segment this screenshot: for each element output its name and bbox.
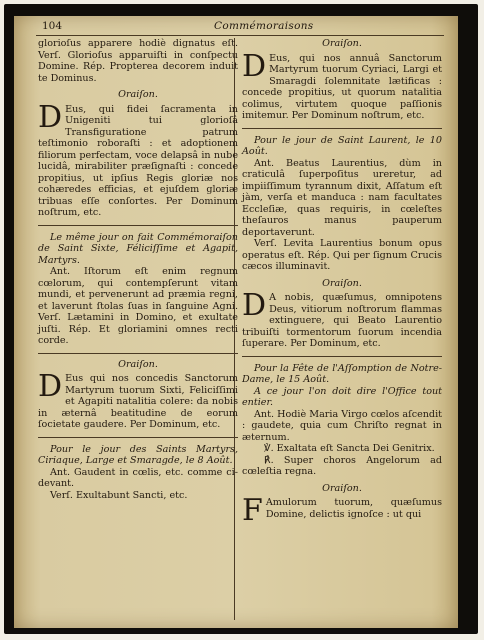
antiphon: Ant. Gaudent in cœlis, etc. comme ci-devant. — [38, 466, 238, 489]
prayer-text: Amulorum tuorum, quæſumus Domine, delictis ignoſce : ut qui — [265, 497, 442, 520]
rubric: Pour la Fête de l'Aſſomption de Notre-Dame, le 15 Août. — [242, 362, 442, 385]
right-column — [242, 38, 442, 528]
photo-frame — [4, 4, 478, 634]
book-page — [14, 16, 458, 628]
section-rule — [242, 128, 442, 129]
section-rule — [38, 353, 238, 354]
oraison-heading: Oraiſon. — [118, 89, 158, 100]
rubric-note: A ce jour l'on doit dire l'Office tout entier. — [242, 385, 442, 408]
prayer-text: Eus, qui fidei ſacramenta in Unigeniti tui glorioſâ Transfiguratione patrum teſtimonio roboraſti : et adoptionem filiorum perfectam, voce delapsâ in nube lucidâ, mirabiliter præſignaſti : concede propitius, ut ipſius Regis gloriæ nos cohæredes efficias, et ejuſdem gloriæ tribuas eſſe conſortes. Per Dominum noſtrum, etc. — [38, 103, 238, 218]
drop-cap: D — [38, 369, 63, 404]
left-column — [38, 38, 238, 501]
rubric: Pour le jour de Saint Laurent, le 10 Août. — [242, 134, 442, 157]
drop-cap: F — [242, 493, 263, 528]
page-number: 104 — [42, 20, 63, 32]
header-rule — [36, 35, 444, 36]
rubric: Le même jour on fait Commémoraiſon de Saint Sixte, Féliciſſime et Agapit, Martyrs. — [38, 231, 238, 266]
antiphon: Ant. Beatus Laurentius, dùm in craticulâ ſuperpoſitus ureretur, ad impiiſſimum tyrannum dixit, Aſſatum eſt jàm, verſa et manduca : nam facultates Eccleſiæ, quas requiris, in cœleſtes theſauros manus pauperum deportaverunt. — [242, 157, 442, 238]
prayer-paragraph — [242, 48, 442, 122]
intro-text: glorioſus apparere hodiè dignatus eſt. Verſ. Glorioſus apparuiſti in conſpectu Domine. Rép. Propterea decorem induit te Dominus. — [38, 38, 238, 84]
prayer-paragraph — [242, 288, 442, 350]
drop-cap: D — [242, 288, 267, 323]
page-title: Commémoraisons — [214, 20, 314, 32]
drop-cap: D — [38, 99, 63, 135]
prayer-text: Eus, qui nos annuâ Sanctorum Martyrum tuorum Cyriaci, Largi et Smaragdi ſolemnitate lætificas : concede propitius, ut quorum natalitia colimus, virtutem quoque paſſionis imitemur. Per Dominum noſtrum, etc. — [242, 52, 442, 121]
versicle: Verſ. Levita Laurentius bonum opus operatus eſt. Rép. Qui per ſignum Crucis cæcos illuminavit. — [242, 238, 442, 272]
section-rule — [38, 437, 238, 438]
prayer-paragraph — [38, 99, 238, 219]
antiphon: Ant. Iſtorum eſt enim regnum cœlorum, qui contempſerunt vitam mundi, et pervenerunt ad præmia regni, et laverunt ſtolas ſuas in ſanguine Agni. Verſ. Lætamini in Domino, et exultate juſti. Rép. Et gloriamini omnes recti corde. — [38, 266, 238, 346]
versicle: ℣. Exaltata eſt Sancta Dei Genitrix. — [264, 443, 435, 454]
oraison-heading: Oraiſon. — [322, 38, 362, 49]
versicle: Verſ. Exultabunt Sancti, etc. — [50, 489, 188, 501]
drop-cap: D — [242, 48, 267, 84]
section-rule — [38, 225, 238, 226]
prayer-paragraph — [242, 493, 442, 528]
section-rule — [242, 356, 442, 357]
prayer-text: A nobis, quæſumus, omnipotens Deus, vitiorum noſtrorum flammas extinguere, qui Beato Laurentio tribuiſti tormentorum ſuorum incendia ſuperare. Per Dominum, etc. — [242, 292, 442, 349]
rubric: Pour le jour des Saints Martyrs, Ciriaque, Large et Smaragde, le 8 Août. — [38, 443, 238, 466]
running-head — [14, 20, 458, 36]
prayer-text: Eus qui nos concedis Sanctorum Martyrum tuorum Sixti, Feliciſſimi et Agapiti natalitia colere: da nobis in æternâ beatitudine de eorum ſocietate gaudere. Per Dominum, etc. — [38, 373, 238, 430]
response: ℟. Super choros Angelorum ad cœleſtia regna. — [242, 454, 442, 477]
oraison-heading: Oraiſon. — [322, 482, 362, 494]
antiphon: Ant. Hodiè Maria Virgo cœlos aſcendit : gaudete, quia cum Chriſto regnat in æternum. — [242, 408, 442, 443]
oraison-heading: Oraiſon. — [322, 277, 362, 289]
oraison-heading: Oraiſon. — [118, 358, 158, 370]
prayer-paragraph — [38, 369, 238, 431]
